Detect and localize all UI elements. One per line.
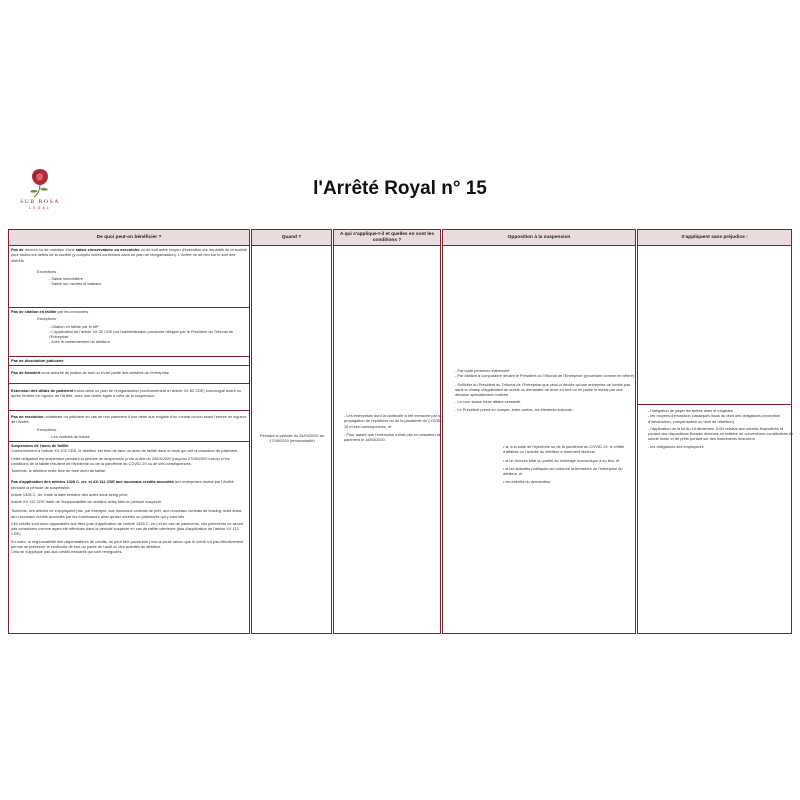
period-text: Pendant la période du 24/04/2020 au 17/05/2020 (renouvelable) <box>259 433 325 444</box>
column-when <box>251 229 332 634</box>
criteria-list: • si, à la suite de l'épidémie ou de la pandémie du COVID-19, le chiffre d'affaires ou l'activité du débiteur a fortement diminué • si un recours total ou partiel au chômage économique a eu lieu, et • si les autorités publiques ont ordonné la fermeture de l'entreprise du débiteur, et • les intérêts du demandeur <box>497 444 631 485</box>
cell-payment-extension: Extension des délais de paiement inclus dans un plan de réorganisation (conformément à l'article XX.82 CDE) homologué avant ou après l'entrée en vigueur de l'Arrêté, avec une durée égale à celle de la suspension <box>9 384 249 411</box>
divider <box>638 404 791 405</box>
logo-name: SUB ROSA <box>19 199 60 205</box>
opposition-list: - Par toute personne intéressée - Par citation à comparaître devant le Président du Tribunal de l'Entreprise (procédure comme en référé) - Solliciter du Président du Tribunal de l'Entreprise que celui-ci décide qu'une entreprise ne tombe pas dans le champ d'application du sursis ou demander de lever en tout ou en partie le sursis par une décision spécialement motivée. - La cour statue toute affaire cessante. - Le Président prend en compte, entre autres, les éléments suivants : <box>449 368 637 412</box>
column-without-prejudice <box>637 229 792 634</box>
logo-subtitle: LEGAL <box>29 206 51 210</box>
column-applies-to <box>333 229 441 634</box>
cell-transfer: Pas de transfert sous autorité de justice de tout ou d'une partie des activités de l'entreprise <box>9 366 249 384</box>
header-without-prejudice: S'appliquent sans préjudice : <box>638 230 791 246</box>
cell-dissolution: Pas de dissolution judiciaire <box>9 357 249 366</box>
cell-bankruptcy-admission: Suspension de l'aveu de faillite Conformément à l'article XX.102 CDE, le débiteur est tenu de faire un aveu de faillite dans le mois qui suit la cessation de paiement. Cette obligation est suspendue pendant la période de suspension (c'est-à-dire du 24/04/2020 jusqu'au 17/05/2020 inclus) si les conditions de la faillite résultent de l'épidémie ou de la pandémie du COVID-19 ou de ses conséquences. Toutefois, le débiteur reste libre de faire aveu de faillite. Pas d'application des articles 1328 C. civ. et XX.112 CDE aux nouveaux crédits accordés aux entreprises visées par l'Arrêté pendant la période de suspension. Article 1328 C. civ. traite la date certaine des actes sous seing privé. Article XX.112 CDE traite de l'inopposabilité de certains actes faits en période suspecte. Toutefois, ces articles ne s'appliquent pas, par exemple, aux nouveaux contrats de prêt, aux nouveaux contrats de leasing, mais aussi aux nouveaux crédits accordés par les fournisseurs ainsi qu'aux sûretés ou paiements qui y sont liés. Ces crédits sont donc opposables aux tiers (pas d'application de l'article 1328 C. civ.) et en cas de paiements, ces paiements ne seront pas considérés comme ayant été effectués dans la période suspecte en cas de faillite ultérieure (pas d'application de l'article XX.112 CDE). En outre, la responsabilité des dispensateurs de crédits, ne peut être poursuivie pour la seule raison que le crédit n'a pas effectivement permis de préserver la continuité de tout ou partie de l'actif ou des activités du débiteur. Cela ne s'applique pas aux crédits existants qui sont renégociés. <box>11 443 244 555</box>
cell-seizure: Pas de recours ou de maintien d'une saisie conservatoire ou exécutoire ou de tout autre moyen d'exécution sur les actifs de la société pour toutes les dettes de la société (y compris celles contenues dans un plan de réorganisation). L'Arrêté ne dit rien sur le sort des intérêts Exceptions : - Saisie immobilière - Saisie sur navires et bateaux <box>9 246 249 308</box>
header-benefits: De quoi peut-on bénéficier ? <box>9 230 249 246</box>
cell-bankruptcy-citation: Pas de citation en faillite par les créanciers Exceptions : - Citation en faillite par le MP - L'application de l'article XX.32 CDE par l'administrateur provisoire désigné par le Président du Tribunal de l'Entreprise - Avec le consentement du débiteur <box>9 308 249 357</box>
column-opposition <box>442 229 636 634</box>
header-applies-to: A qui s'applique-t-il et quelles en sont les conditions ? <box>334 230 440 246</box>
column-benefits <box>8 229 250 634</box>
without-prejudice-list: - l'obligation de payer les dettes dues et exigibles - les moyens d'exception classiques issus du droit des obligations (exception d'inexécution, compensation ou droit de rétention) - l'application de la loi du 15 décembre 2004 relative aux sûretés financières et portant des dispositions fiscales diverses en matière de conventions constitutives de sûreté réelle et de prêts portant sur des instruments financiers - les obligations des employeurs <box>642 408 794 449</box>
conditions-list: - Les entreprises dont la continuité a été menacée par la propagation de l'épidémie ou de la pandémie du COVID-19 et ses conséquences, et - Pour autant que l'entreprise n'était pas en cessation de paiement le 18/03/2020. <box>338 413 442 442</box>
cell-resolution: Pas de résolution unilatérale ou judiciaire en cas de non paiement d'une dette due exigible d'un contrat conclu avant l'entrée en vigueur de l'Arrêté. Exceptions : - Les contrats de travail <box>9 411 249 442</box>
page-title: l'Arrêté Royal n° 15 <box>313 178 487 199</box>
header-when: Quand ? <box>252 230 331 246</box>
header-opposition: Opposition à la suspension <box>443 230 635 246</box>
